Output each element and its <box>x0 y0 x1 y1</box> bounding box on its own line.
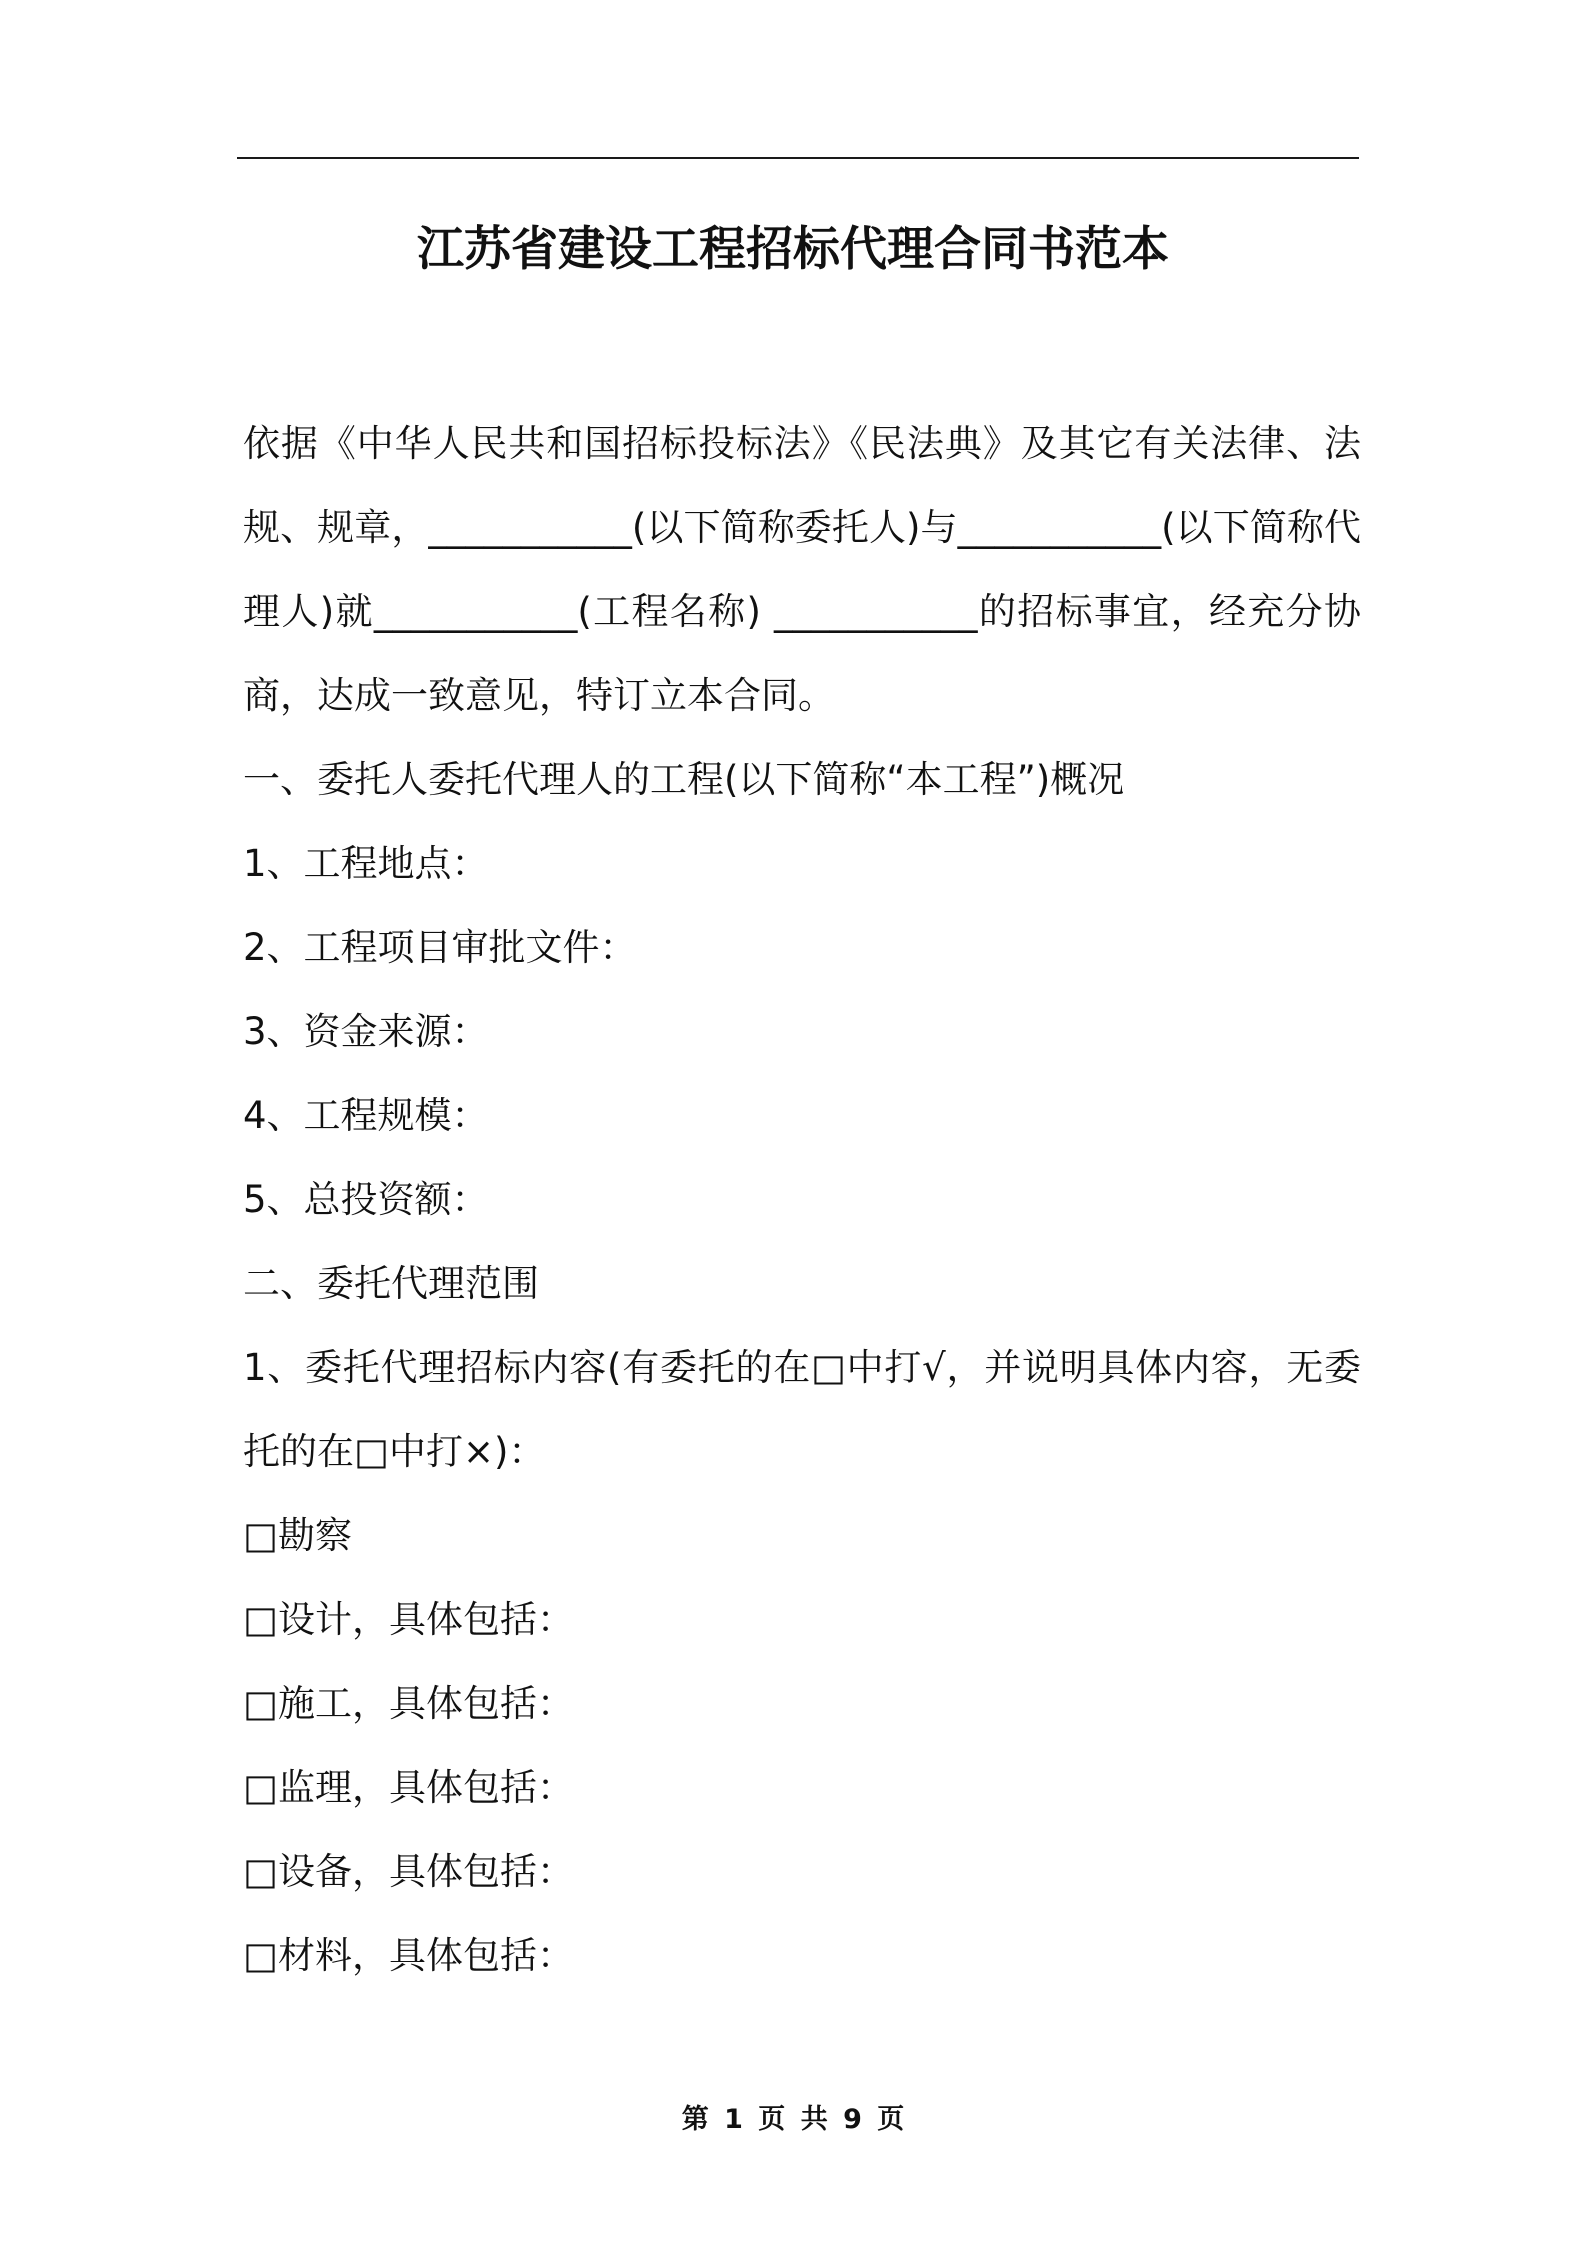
page-number: 第 1 页 共 9 页 <box>681 2104 905 2135</box>
item-project-scale: 4、工程规模： <box>243 1094 489 1137</box>
checkbox-design: □设计，具体包括： <box>243 1598 574 1641</box>
item-total-investment: 5、总投资额： <box>243 1178 489 1221</box>
checkbox-equipment: □设备，具体包括： <box>243 1850 574 1893</box>
checkbox-survey: □勘察 <box>243 1514 352 1557</box>
item-project-location: 1、工程地点： <box>243 842 489 885</box>
checkbox-materials: □材料，具体包括： <box>243 1934 574 1977</box>
section-heading-1: 一、委托人委托代理人的工程(以下简称“本工程”)概况 <box>243 758 1125 801</box>
section-heading-2: 二、委托代理范围 <box>243 1262 539 1305</box>
header-rule <box>237 157 1359 159</box>
checkbox-supervision: □监理，具体包括： <box>243 1766 574 1809</box>
scope-instruction: 1、委托代理招标内容(有委托的在□中打√，并说明具体内容，无委托的在□中打×)： <box>243 1346 1361 1473</box>
checkbox-construction: □施工，具体包括： <box>243 1682 574 1725</box>
item-funding-source: 3、资金来源： <box>243 1010 489 1053</box>
intro-paragraph: 依据《中华人民共和国招标投标法》《民法典》及其它有关法律、法规、规章，___________(以下简称委托人)与___________(以下简称代理人)就___________(工程名称) ___________的招标事宜，经充分协商，达成一致意见，特订立本合同。 <box>243 422 1361 717</box>
document-title: 江苏省建设工程招标代理合同书范本 <box>417 222 1169 277</box>
item-approval-documents: 2、工程项目审批文件： <box>243 926 637 969</box>
document-body <box>243 402 1361 1998</box>
